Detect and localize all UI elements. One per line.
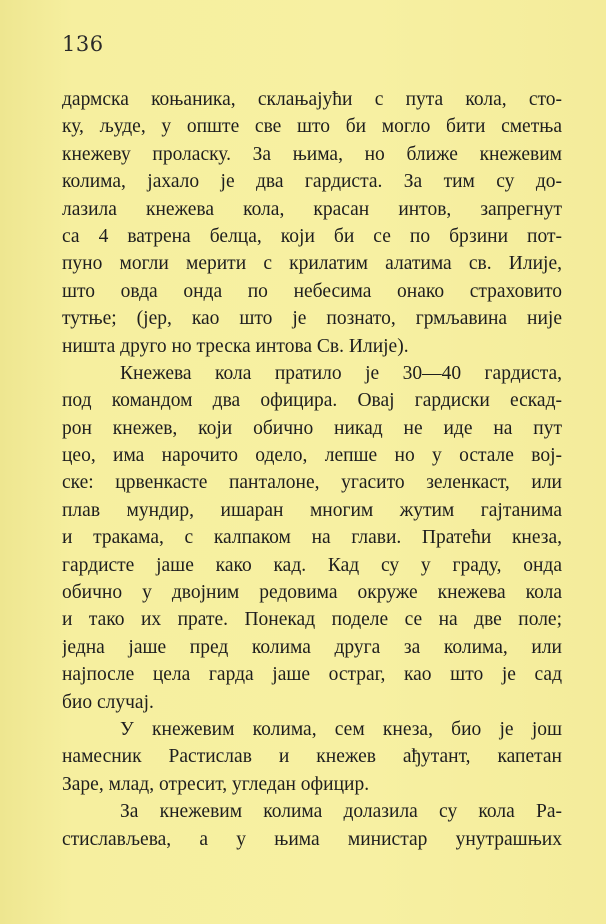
text-line: са 4 ватрена белца, који би се по брзини пот-	[62, 225, 562, 247]
text-line: једна јаше пред колима друга за колима, или	[62, 636, 562, 658]
text-line: пуно могли мерити с крилатим алатима св. Илије,	[62, 253, 562, 275]
text-line: био случај.	[62, 691, 154, 713]
text-line: тутње; (јер, као што је познато, грмљавина није	[62, 308, 562, 330]
text-line: и тако их прате. Понекад поделе се на две поле;	[62, 609, 562, 631]
text-line: рон кнежев, који обично никад не иде на пут	[62, 417, 562, 439]
text-line: најпосле цела гарда јаше остраг, као што је сад	[62, 664, 562, 686]
text-line: кнежеву проласку. За њима, но ближе кнежевим	[62, 143, 562, 165]
text-line: Кнежева кола пратило је 30—40 гардиста,	[120, 362, 562, 384]
text-line: гардисте јаше како кад. Кад су у граду, онда	[62, 554, 562, 576]
text-line: Заре, млад, отресит, угледан официр.	[62, 773, 370, 795]
text-line: ништа друго но треска интова Св. Илије).	[62, 335, 409, 357]
text-line: што овда онда по небесима онако страховито	[62, 280, 562, 302]
text-line: колима, јахало је два гардиста. За тим су до-	[62, 171, 562, 193]
text-line: дармска коњаника, склањајући с пута кола, сто-	[62, 89, 562, 110]
text-line: плав мундир, ишаран многим жутим гајтанима	[62, 499, 562, 521]
page-number: 136	[62, 32, 104, 56]
text-line: стислављева, а у њима министар унутрашњих	[62, 828, 562, 850]
text-line: За кнежевим колима долазила су кола Ра-	[120, 801, 562, 823]
text-line: лазила кнежева кола, красан интов, запрегнут	[62, 198, 562, 220]
text-line: ку, људе, у опште све што би могло бити сметња	[62, 116, 562, 138]
text-line: У кнежевим колима, сем кнеза, био је још	[120, 718, 562, 740]
text-line: и тракама, с калпаком на глави. Пратећи кнеза,	[62, 527, 562, 549]
text-line: под командом два официра. Овај гардиски ескад-	[62, 390, 562, 412]
text-line: ске: црвенкасте панталоне, угасито зеленкаст, или	[62, 472, 562, 494]
body-text	[62, 86, 562, 853]
text-line: обично у двојним редовима окруже кнежева кола	[62, 582, 562, 604]
text-line: намесник Растислав и кнежев ађутант, капетан	[62, 746, 562, 768]
text-line: цео, има нарочито одело, лепше но у остале вој-	[62, 445, 562, 467]
